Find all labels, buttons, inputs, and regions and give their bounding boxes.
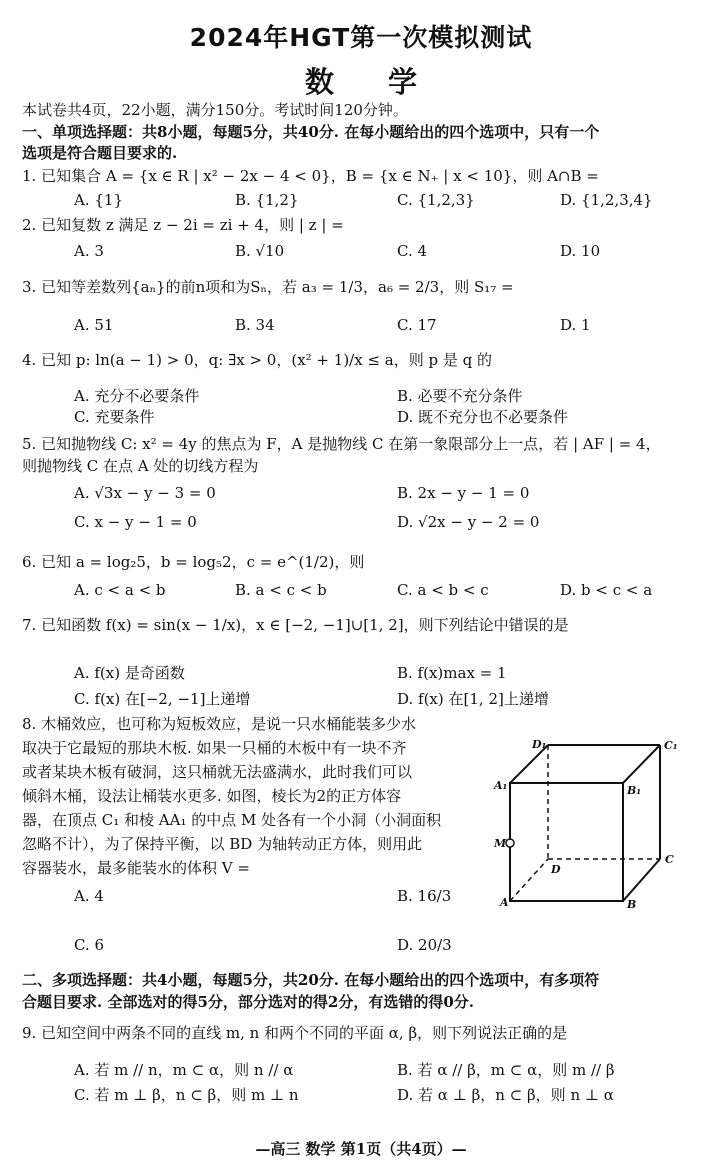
q1-option-b: B. {1,2} [235, 191, 299, 209]
question-9-stem: 9. 已知空间中两条不同的直线 m, n 和两个不同的平面 α, β，则下列说法正确的是 [22, 1024, 568, 1042]
question-8-line: 忽略不计），为了保持平衡，以 BD 为轴转动正方体，则用此 [22, 835, 423, 853]
q2-option-a: A. 3 [74, 242, 104, 260]
label-d1: D₁ [532, 738, 547, 751]
q3-option-a: A. 51 [74, 316, 114, 334]
label-a1: A₁ [494, 779, 508, 792]
q1-option-d: D. {1,2,3,4} [560, 191, 653, 209]
q4-option-d: D. 既不充分也不必要条件 [397, 408, 569, 426]
question-3-stem: 3. 已知等差数列{aₙ}的前n项和为Sₙ，若 a₃ = 1/3，a₆ = 2/3，则 S₁₇ = [22, 278, 514, 296]
q7-option-b: B. f(x)max = 1 [397, 664, 507, 682]
q4-option-a: A. 充分不必要条件 [74, 387, 200, 405]
q2-option-c: C. 4 [397, 242, 428, 260]
subject-title: 数 学 [304, 65, 440, 99]
q9-option-c: C. 若 m ⊥ β，n ⊂ β，则 m ⊥ n [74, 1086, 299, 1104]
question-7-stem: 7. 已知函数 f(x) = sin(x − 1/x)，x ∈ [−2, −1]∪[1, 2]，则下列结论中错误的是 [22, 616, 569, 634]
q5-option-c: C. x − y − 1 = 0 [74, 513, 197, 531]
section2-heading: 二、多项选择题：共4小题，每题5分，共20分. 在每小题给出的四个选项中，有多项符 [22, 971, 600, 989]
q2-option-b: B. √10 [235, 242, 285, 260]
hole-m-marker [506, 839, 514, 847]
q3-option-b: B. 34 [235, 316, 275, 334]
question-8-line: 倾斜木桶，设法让桶装水更多. 如图，棱长为2的正方体容 [22, 787, 402, 805]
question-2-stem: 2. 已知复数 z 满足 z − 2i = zi + 4，则 | z | = [22, 216, 344, 234]
q9-option-d: D. 若 α ⊥ β，n ⊂ β，则 n ⊥ α [397, 1086, 614, 1104]
question-5-stem: 5. 已知抛物线 C: x² = 4y 的焦点为 F，A 是抛物线 C 在第一象限部分上一点，若 | AF | = 4， [22, 435, 661, 453]
cube-front-face [510, 783, 623, 901]
q1-option-c: C. {1,2,3} [397, 191, 475, 209]
q1-option-a: A. {1} [74, 191, 123, 209]
q4-option-b: B. 必要不充分条件 [397, 387, 523, 405]
q6-option-d: D. b < c < a [560, 581, 653, 599]
q9-option-b: B. 若 α // β，m ⊂ α，则 m // β [397, 1061, 615, 1079]
question-8-line: 取决于它最短的那块木板. 如果一只桶的木板中有一块不齐 [22, 739, 407, 757]
q7-option-c: C. f(x) 在[−2, −1]上递增 [74, 690, 251, 708]
q6-option-a: A. c < a < b [74, 581, 166, 599]
q3-option-d: D. 1 [560, 316, 591, 334]
question-8-line: 8. 木桶效应，也可称为短板效应，是说一只水桶能装多少水 [22, 715, 417, 733]
q5-option-b: B. 2x − y − 1 = 0 [397, 484, 530, 502]
label-d: D [551, 863, 561, 876]
q8-option-b: B. 16/3 [397, 887, 452, 905]
q8-option-d: D. 20/3 [397, 936, 452, 954]
q8-option-c: C. 6 [74, 936, 105, 954]
section1-heading: 一、单项选择题：共8小题，每题5分，共40分. 在每小题给出的四个选项中，只有一个 [22, 123, 600, 141]
q6-option-b: B. a < c < b [235, 581, 327, 599]
question-8-line: 容器装水，最多能装水的体积 V = [22, 859, 250, 877]
exam-title: 2024年HGT第一次模拟测试 [189, 23, 533, 52]
q2-option-d: D. 10 [560, 242, 601, 260]
label-c: C [665, 853, 674, 866]
section1-heading-cont: 选项是符合题目要求的. [22, 144, 178, 162]
question-5-stem-cont: 则抛物线 C 在点 A 处的切线方程为 [22, 457, 259, 475]
q5-option-d: D. √2x − y − 2 = 0 [397, 513, 540, 531]
label-b1: B₁ [627, 784, 642, 797]
intro-text: 本试卷共4页，22小题，满分150分。考试时间120分钟。 [22, 101, 408, 119]
question-8-line: 器，在顶点 C₁ 和棱 AA₁ 的中点 M 处各有一个小洞（小洞面积 [22, 811, 442, 829]
question-4-stem: 4. 已知 p: ln(a − 1) > 0，q: ∃x > 0，(x² + 1)/x ≤ a，则 p 是 q 的 [22, 351, 493, 369]
q8-option-a: A. 4 [74, 887, 104, 905]
question-6-stem: 6. 已知 a = log₂5，b = log₅2，c = e^(1/2)，则 [22, 553, 365, 571]
label-b: B [627, 898, 637, 911]
label-a: A [500, 896, 509, 909]
section2-heading-cont: 合题目要求. 全部选对的得5分，部分选对的得2分，有选错的得0分. [22, 993, 474, 1011]
page-footer: —高三 数学 第1页（共4页）— [255, 1140, 467, 1158]
cube-diagram [488, 733, 688, 913]
q7-option-a: A. f(x) 是奇函数 [74, 664, 185, 682]
q6-option-c: C. a < b < c [397, 581, 489, 599]
q3-option-c: C. 17 [397, 316, 437, 334]
label-m: M [494, 837, 507, 850]
q4-option-c: C. 充要条件 [74, 408, 155, 426]
q9-option-a: A. 若 m // n，m ⊂ α，则 n // α [74, 1061, 294, 1079]
label-c1: C₁ [664, 739, 678, 752]
question-1-stem: 1. 已知集合 A = {x ∈ R | x² − 2x − 4 < 0}，B = {x ∈ N₊ | x < 10}，则 A∩B = [22, 167, 599, 185]
q7-option-d: D. f(x) 在[1, 2]上递增 [397, 690, 549, 708]
q5-option-a: A. √3x − y − 3 = 0 [74, 484, 216, 502]
question-8-line: 或者某块木板有破洞，这只桶就无法盛满水，此时我们可以 [22, 763, 413, 781]
